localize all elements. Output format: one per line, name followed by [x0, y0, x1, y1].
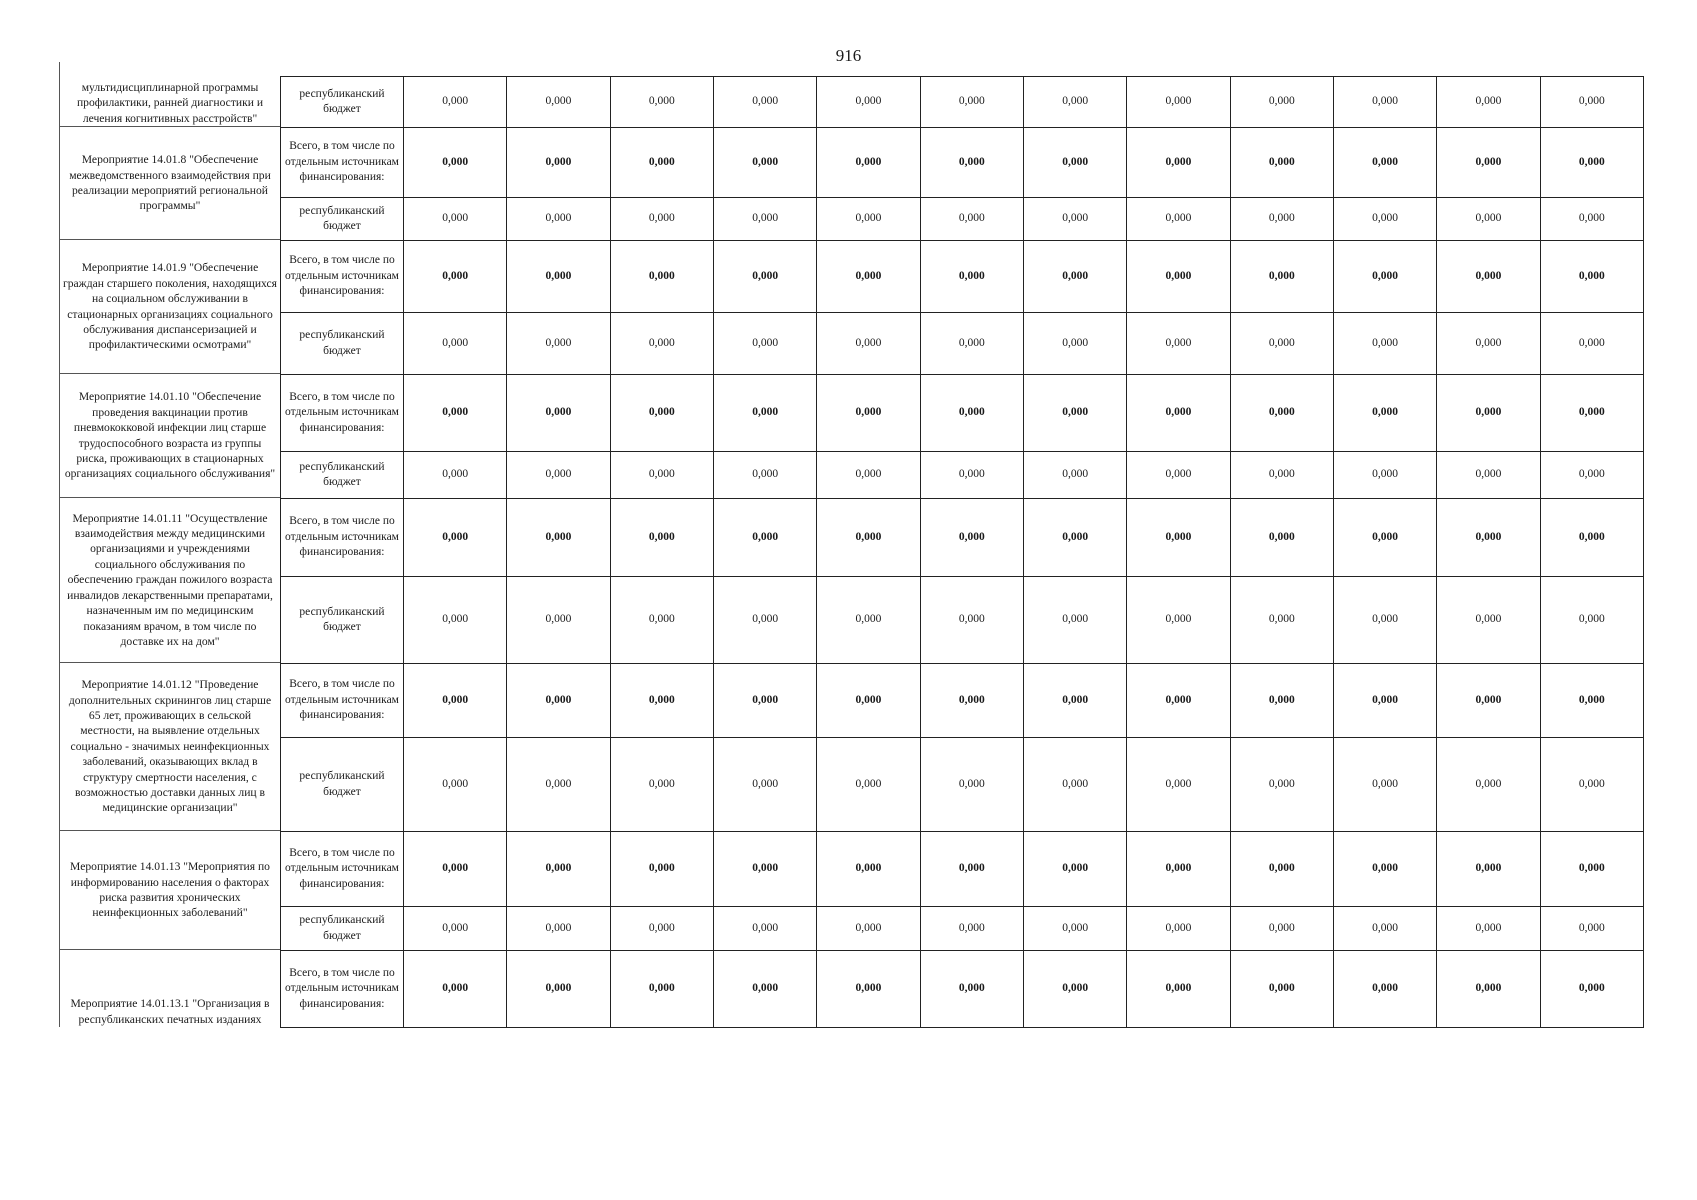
amount-cell: 0,000	[507, 313, 610, 375]
amount-cell: 0,000	[920, 664, 1023, 738]
amount-cell: 0,000	[404, 375, 507, 452]
activity-name-act-14-01-13	[59, 831, 280, 950]
amount-cell: 0,000	[920, 77, 1023, 128]
amount-cell: 0,000	[1437, 128, 1540, 198]
amount-cell: 0,000	[920, 128, 1023, 198]
source-republic-label: республиканский бюджет	[281, 313, 404, 375]
amount-cell: 0,000	[1540, 951, 1643, 1028]
amount-cell: 0,000	[817, 577, 920, 664]
amount-cell: 0,000	[1437, 832, 1540, 907]
amount-cell: 0,000	[1230, 832, 1333, 907]
amount-cell: 0,000	[1333, 907, 1436, 951]
amount-cell: 0,000	[1127, 77, 1230, 128]
amount-cell: 0,000	[404, 452, 507, 499]
amount-cell: 0,000	[1230, 499, 1333, 577]
amount-cell: 0,000	[1023, 832, 1126, 907]
amount-cell: 0,000	[920, 499, 1023, 577]
amount-cell: 0,000	[1127, 375, 1230, 452]
amount-cell: 0,000	[713, 577, 816, 664]
source-republic-label: республиканский бюджет	[281, 577, 404, 664]
amount-cell: 0,000	[610, 738, 713, 832]
financing-table	[280, 76, 1644, 1028]
amount-cell: 0,000	[1230, 907, 1333, 951]
amount-cell: 0,000	[1333, 738, 1436, 832]
amount-cell: 0,000	[610, 77, 713, 128]
amount-cell: 0,000	[1437, 499, 1540, 577]
activity-name-text: Мероприятие 14.01.9 "Обеспечение граждан старшего поколения, находящихся на социальном обслуживании в стационарных организациях социального обслуживания диспансеризацией и профилактическими осмотрами"	[62, 261, 278, 352]
amount-cell: 0,000	[1540, 452, 1643, 499]
amount-cell: 0,000	[1333, 832, 1436, 907]
amount-cell: 0,000	[1023, 375, 1126, 452]
amount-cell: 0,000	[1230, 577, 1333, 664]
amount-cell: 0,000	[1333, 577, 1436, 664]
amount-cell: 0,000	[920, 738, 1023, 832]
amount-cell: 0,000	[507, 128, 610, 198]
amount-cell: 0,000	[1437, 951, 1540, 1028]
amount-cell: 0,000	[817, 907, 920, 951]
source-total-label: Всего, в том числе по отдельным источникам финансирования:	[281, 832, 404, 907]
amount-cell: 0,000	[713, 832, 816, 907]
amount-cell: 0,000	[1540, 77, 1643, 128]
amount-cell: 0,000	[1023, 738, 1126, 832]
amount-cell: 0,000	[920, 241, 1023, 313]
amount-cell: 0,000	[920, 907, 1023, 951]
amount-cell: 0,000	[1023, 198, 1126, 241]
amount-cell: 0,000	[1540, 241, 1643, 313]
amount-cell: 0,000	[404, 198, 507, 241]
activity-name-text: Мероприятие 14.01.11 "Осуществление взаимодействия между медицинскими организациями и учреждениями социального обслуживания по обеспечению граждан пожилого возраста инвалидов лекарственными препаратами, назначенным им по медицинским показаниям врачом, в том числе по доставке их на дом"	[67, 511, 273, 648]
table-row	[281, 198, 1644, 241]
amount-cell: 0,000	[1023, 241, 1126, 313]
amount-cell: 0,000	[507, 738, 610, 832]
amount-cell: 0,000	[1127, 951, 1230, 1028]
amount-cell: 0,000	[507, 664, 610, 738]
amount-cell: 0,000	[713, 738, 816, 832]
amount-cell: 0,000	[1230, 128, 1333, 198]
amount-cell: 0,000	[713, 241, 816, 313]
table-row	[281, 241, 1644, 313]
amount-cell: 0,000	[404, 907, 507, 951]
amount-cell: 0,000	[1540, 313, 1643, 375]
source-total-label: Всего, в том числе по отдельным источникам финансирования:	[281, 375, 404, 452]
amount-cell: 0,000	[1127, 452, 1230, 499]
amount-cell: 0,000	[1023, 313, 1126, 375]
source-republic-label: республиканский бюджет	[281, 77, 404, 128]
amount-cell: 0,000	[1230, 452, 1333, 499]
amount-cell: 0,000	[1127, 128, 1230, 198]
amount-cell: 0,000	[817, 241, 920, 313]
amount-cell: 0,000	[1437, 738, 1540, 832]
amount-cell: 0,000	[1540, 375, 1643, 452]
amount-cell: 0,000	[1437, 375, 1540, 452]
amount-cell: 0,000	[507, 951, 610, 1028]
amount-cell: 0,000	[1127, 907, 1230, 951]
amount-cell: 0,000	[610, 951, 713, 1028]
amount-cell: 0,000	[610, 499, 713, 577]
amount-cell: 0,000	[1127, 198, 1230, 241]
amount-cell: 0,000	[1437, 452, 1540, 499]
amount-cell: 0,000	[610, 198, 713, 241]
amount-cell: 0,000	[507, 198, 610, 241]
amount-cell: 0,000	[817, 499, 920, 577]
table-row	[281, 738, 1644, 832]
amount-cell: 0,000	[1540, 128, 1643, 198]
amount-cell: 0,000	[817, 951, 920, 1028]
source-republic-label: республиканский бюджет	[281, 907, 404, 951]
amount-cell: 0,000	[1127, 499, 1230, 577]
amount-cell: 0,000	[1230, 951, 1333, 1028]
source-total-label: Всего, в том числе по отдельным источникам финансирования:	[281, 241, 404, 313]
table-row	[281, 499, 1644, 577]
source-total-label: Всего, в том числе по отдельным источникам финансирования:	[281, 128, 404, 198]
amount-cell: 0,000	[920, 832, 1023, 907]
amount-cell: 0,000	[1230, 77, 1333, 128]
amount-cell: 0,000	[507, 832, 610, 907]
amount-cell: 0,000	[1333, 77, 1436, 128]
amount-cell: 0,000	[507, 241, 610, 313]
page-number: 916	[835, 46, 862, 65]
amount-cell: 0,000	[1023, 77, 1126, 128]
activity-name-act-14-01-9	[59, 240, 280, 374]
table-row	[281, 832, 1644, 907]
table-row	[281, 77, 1644, 128]
amount-cell: 0,000	[817, 375, 920, 452]
amount-cell: 0,000	[404, 241, 507, 313]
amount-cell: 0,000	[1230, 198, 1333, 241]
table-row	[281, 375, 1644, 452]
amount-cell: 0,000	[1333, 198, 1436, 241]
activity-name-text: Мероприятие 14.01.8 "Обеспечение межведомственного взаимодействия при реализации мероприятий региональной программы"	[69, 153, 271, 213]
amount-cell: 0,000	[817, 198, 920, 241]
amount-cell: 0,000	[1333, 664, 1436, 738]
amount-cell: 0,000	[1023, 452, 1126, 499]
amount-cell: 0,000	[1230, 241, 1333, 313]
amount-cell: 0,000	[507, 452, 610, 499]
amount-cell: 0,000	[920, 452, 1023, 499]
amount-cell: 0,000	[713, 375, 816, 452]
table-row	[281, 664, 1644, 738]
table-row	[281, 313, 1644, 375]
table-row	[281, 577, 1644, 664]
amount-cell: 0,000	[1437, 664, 1540, 738]
amount-cell: 0,000	[713, 313, 816, 375]
amount-cell: 0,000	[713, 198, 816, 241]
amount-cell: 0,000	[404, 499, 507, 577]
amount-cell: 0,000	[1023, 577, 1126, 664]
source-total-label: Всего, в том числе по отдельным источникам финансирования:	[281, 951, 404, 1028]
amount-cell: 0,000	[1127, 577, 1230, 664]
amount-cell: 0,000	[610, 241, 713, 313]
amount-cell: 0,000	[817, 832, 920, 907]
source-republic-label: республиканский бюджет	[281, 198, 404, 241]
table-row	[281, 951, 1644, 1028]
amount-cell: 0,000	[1023, 951, 1126, 1028]
amount-cell: 0,000	[920, 577, 1023, 664]
amount-cell: 0,000	[817, 452, 920, 499]
table-row	[281, 907, 1644, 951]
activity-name-act-14-01-7	[59, 62, 280, 127]
amount-cell: 0,000	[713, 907, 816, 951]
amount-cell: 0,000	[1333, 452, 1436, 499]
amount-cell: 0,000	[507, 577, 610, 664]
amount-cell: 0,000	[1437, 577, 1540, 664]
activity-name-act-14-01-8	[59, 127, 280, 240]
amount-cell: 0,000	[1127, 313, 1230, 375]
amount-cell: 0,000	[507, 77, 610, 128]
source-total-label: Всего, в том числе по отдельным источникам финансирования:	[281, 499, 404, 577]
activity-name-act-14-01-13-1	[59, 950, 280, 1027]
amount-cell: 0,000	[610, 832, 713, 907]
amount-cell: 0,000	[404, 951, 507, 1028]
activity-name-act-14-01-12	[59, 663, 280, 831]
amount-cell: 0,000	[713, 452, 816, 499]
amount-cell: 0,000	[713, 77, 816, 128]
amount-cell: 0,000	[920, 375, 1023, 452]
amount-cell: 0,000	[1540, 499, 1643, 577]
table-row	[281, 452, 1644, 499]
amount-cell: 0,000	[404, 832, 507, 907]
source-republic-label: республиканский бюджет	[281, 452, 404, 499]
amount-cell: 0,000	[1127, 832, 1230, 907]
amount-cell: 0,000	[713, 951, 816, 1028]
amount-cell: 0,000	[1127, 664, 1230, 738]
amount-cell: 0,000	[404, 313, 507, 375]
amount-cell: 0,000	[404, 664, 507, 738]
amount-cell: 0,000	[920, 951, 1023, 1028]
amount-cell: 0,000	[1230, 375, 1333, 452]
amount-cell: 0,000	[1023, 664, 1126, 738]
activity-name-text: Мероприятие 14.01.13 "Мероприятия по информированию населения о факторах риска развития хронических неинфекционных заболеваний"	[70, 860, 270, 920]
amount-cell: 0,000	[404, 577, 507, 664]
amount-cell: 0,000	[610, 907, 713, 951]
amount-cell: 0,000	[1230, 664, 1333, 738]
amount-cell: 0,000	[1023, 907, 1126, 951]
amount-cell: 0,000	[404, 128, 507, 198]
activity-name-text: Мероприятие 14.01.13.1 "Организация в республиканских печатных изданиях	[70, 997, 270, 1026]
amount-cell: 0,000	[920, 198, 1023, 241]
amount-cell: 0,000	[507, 375, 610, 452]
amount-cell: 0,000	[610, 313, 713, 375]
amount-cell: 0,000	[1540, 664, 1643, 738]
activity-name-text: Мероприятие 14.01.10 "Обеспечение проведения вакцинации против пневмококковой инфекции лиц старше трудоспособного возраста из группы риска, проживающих в стационарных организациях социального обслуживания"	[64, 390, 276, 481]
amount-cell: 0,000	[1333, 951, 1436, 1028]
amount-cell: 0,000	[404, 738, 507, 832]
amount-cell: 0,000	[1540, 832, 1643, 907]
source-total-label: Всего, в том числе по отдельным источникам финансирования:	[281, 664, 404, 738]
amount-cell: 0,000	[713, 664, 816, 738]
amount-cell: 0,000	[610, 664, 713, 738]
amount-cell: 0,000	[1540, 198, 1643, 241]
amount-cell: 0,000	[1023, 499, 1126, 577]
amount-cell: 0,000	[1127, 738, 1230, 832]
amount-cell: 0,000	[817, 128, 920, 198]
amount-cell: 0,000	[713, 499, 816, 577]
amount-cell: 0,000	[1437, 241, 1540, 313]
amount-cell: 0,000	[817, 77, 920, 128]
amount-cell: 0,000	[507, 907, 610, 951]
amount-cell: 0,000	[1437, 907, 1540, 951]
amount-cell: 0,000	[1230, 738, 1333, 832]
amount-cell: 0,000	[1333, 128, 1436, 198]
amount-cell: 0,000	[817, 313, 920, 375]
amount-cell: 0,000	[1127, 241, 1230, 313]
amount-cell: 0,000	[610, 577, 713, 664]
amount-cell: 0,000	[1333, 241, 1436, 313]
amount-cell: 0,000	[610, 452, 713, 499]
amount-cell: 0,000	[1437, 198, 1540, 241]
activity-name-text: Мероприятие 14.01.12 "Проведение дополнительных скринингов лиц старше 65 лет, проживающих в сельской местности, на выявление отдельных социально - значимых неинфекционных заболеваний, оказывающих вклад в структуру смертности населения, с возможностью доставки данных лиц в медицинские организации"	[68, 678, 272, 815]
amount-cell: 0,000	[1333, 313, 1436, 375]
table-row	[281, 128, 1644, 198]
amount-cell: 0,000	[713, 128, 816, 198]
amount-cell: 0,000	[610, 128, 713, 198]
amount-cell: 0,000	[1333, 499, 1436, 577]
amount-cell: 0,000	[1540, 907, 1643, 951]
amount-cell: 0,000	[507, 499, 610, 577]
amount-cell: 0,000	[817, 664, 920, 738]
amount-cell: 0,000	[1437, 313, 1540, 375]
amount-cell: 0,000	[1437, 77, 1540, 128]
amount-cell: 0,000	[1230, 313, 1333, 375]
amount-cell: 0,000	[1023, 128, 1126, 198]
amount-cell: 0,000	[817, 738, 920, 832]
amount-cell: 0,000	[920, 313, 1023, 375]
activity-name-act-14-01-10	[59, 374, 280, 498]
activity-name-text: мультидисциплинарной программы профилактики, ранней диагностики и лечения когнитивных расстройств"	[76, 80, 264, 125]
amount-cell: 0,000	[1540, 577, 1643, 664]
source-republic-label: республиканский бюджет	[281, 738, 404, 832]
amount-cell: 0,000	[610, 375, 713, 452]
amount-cell: 0,000	[404, 77, 507, 128]
amount-cell: 0,000	[1333, 375, 1436, 452]
amount-cell: 0,000	[1540, 738, 1643, 832]
activity-name-act-14-01-11	[59, 498, 280, 663]
